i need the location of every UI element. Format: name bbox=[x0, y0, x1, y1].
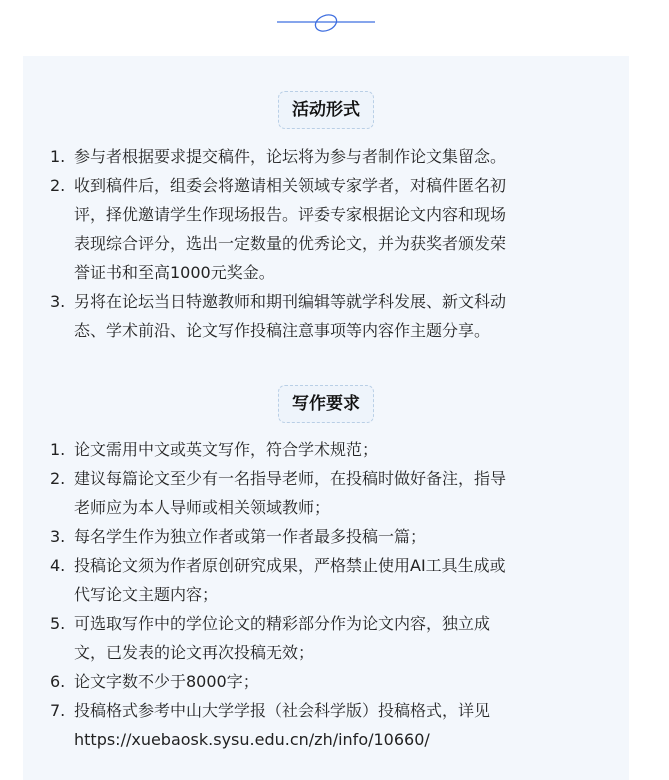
list-item-text: 每名学生作为独立作者或第一作者最多投稿一篇； bbox=[74, 527, 427, 546]
list-item bbox=[50, 551, 610, 609]
list-item bbox=[50, 609, 610, 667]
list-item-number: 2. bbox=[50, 469, 66, 488]
list-item bbox=[50, 696, 610, 754]
list-item bbox=[50, 522, 610, 551]
activity-format-list bbox=[50, 142, 610, 345]
list-item-number: 5. bbox=[50, 614, 66, 633]
list-item bbox=[50, 142, 610, 171]
list-item-text: 另将在论坛当日特邀教师和期刊编辑等就学科发展、新文科动 态、学术前沿、论文写作投稿注意事项等内容作主题分享。 bbox=[74, 292, 507, 340]
list-item-text: 论文字数不少于8000字； bbox=[74, 672, 259, 691]
list-item-number: 3. bbox=[50, 527, 66, 546]
writing-requirements-list bbox=[50, 435, 610, 754]
list-item-text: 参与者根据要求提交稿件，论坛将为参与者制作论文集留念。 bbox=[74, 147, 507, 166]
list-item-text: 投稿格式参考中山大学学报（社会科学版）投稿格式，详见 https://xuebaosk.sysu.edu.cn/zh/info/10660/ bbox=[74, 701, 491, 749]
list-item bbox=[50, 171, 610, 287]
list-item bbox=[50, 667, 610, 696]
list-item-number: 4. bbox=[50, 556, 66, 575]
divider-ornament-icon bbox=[277, 8, 375, 38]
list-item-number: 1. bbox=[50, 147, 66, 166]
list-item-number: 2. bbox=[50, 176, 66, 195]
list-item-text: 投稿论文须为作者原创研究成果，严格禁止使用AI工具生成或 代写论文主题内容； bbox=[74, 556, 506, 604]
list-item-text: 建议每篇论文至少有一名指导老师，在投稿时做好备注，指导 老师应为本人导师或相关领域教师； bbox=[74, 469, 507, 517]
list-item bbox=[50, 435, 610, 464]
list-item-number: 1. bbox=[50, 440, 66, 459]
list-item bbox=[50, 464, 610, 522]
list-item-text: 论文需用中文或英文写作，符合学术规范； bbox=[74, 440, 379, 459]
content-panel bbox=[23, 56, 629, 780]
list-item-text: 可选取写作中的学位论文的精彩部分作为论文内容，独立成 文，已发表的论文再次投稿无效； bbox=[74, 614, 491, 662]
section-title-activity-format: 活动形式 bbox=[278, 91, 374, 129]
list-item-number: 6. bbox=[50, 672, 66, 691]
section-title-writing-requirements: 写作要求 bbox=[278, 385, 374, 423]
list-item-number: 7. bbox=[50, 701, 66, 720]
list-item-text: 收到稿件后，组委会将邀请相关领域专家学者，对稿件匿名初 评，择优邀请学生作现场报告。评委专家根据论文内容和现场 表现综合评分，选出一定数量的优秀论文，并为获奖者颁发荣 誉证书和至高1000元奖金。 bbox=[74, 176, 507, 282]
list-item bbox=[50, 287, 610, 345]
list-item-number: 3. bbox=[50, 292, 66, 311]
